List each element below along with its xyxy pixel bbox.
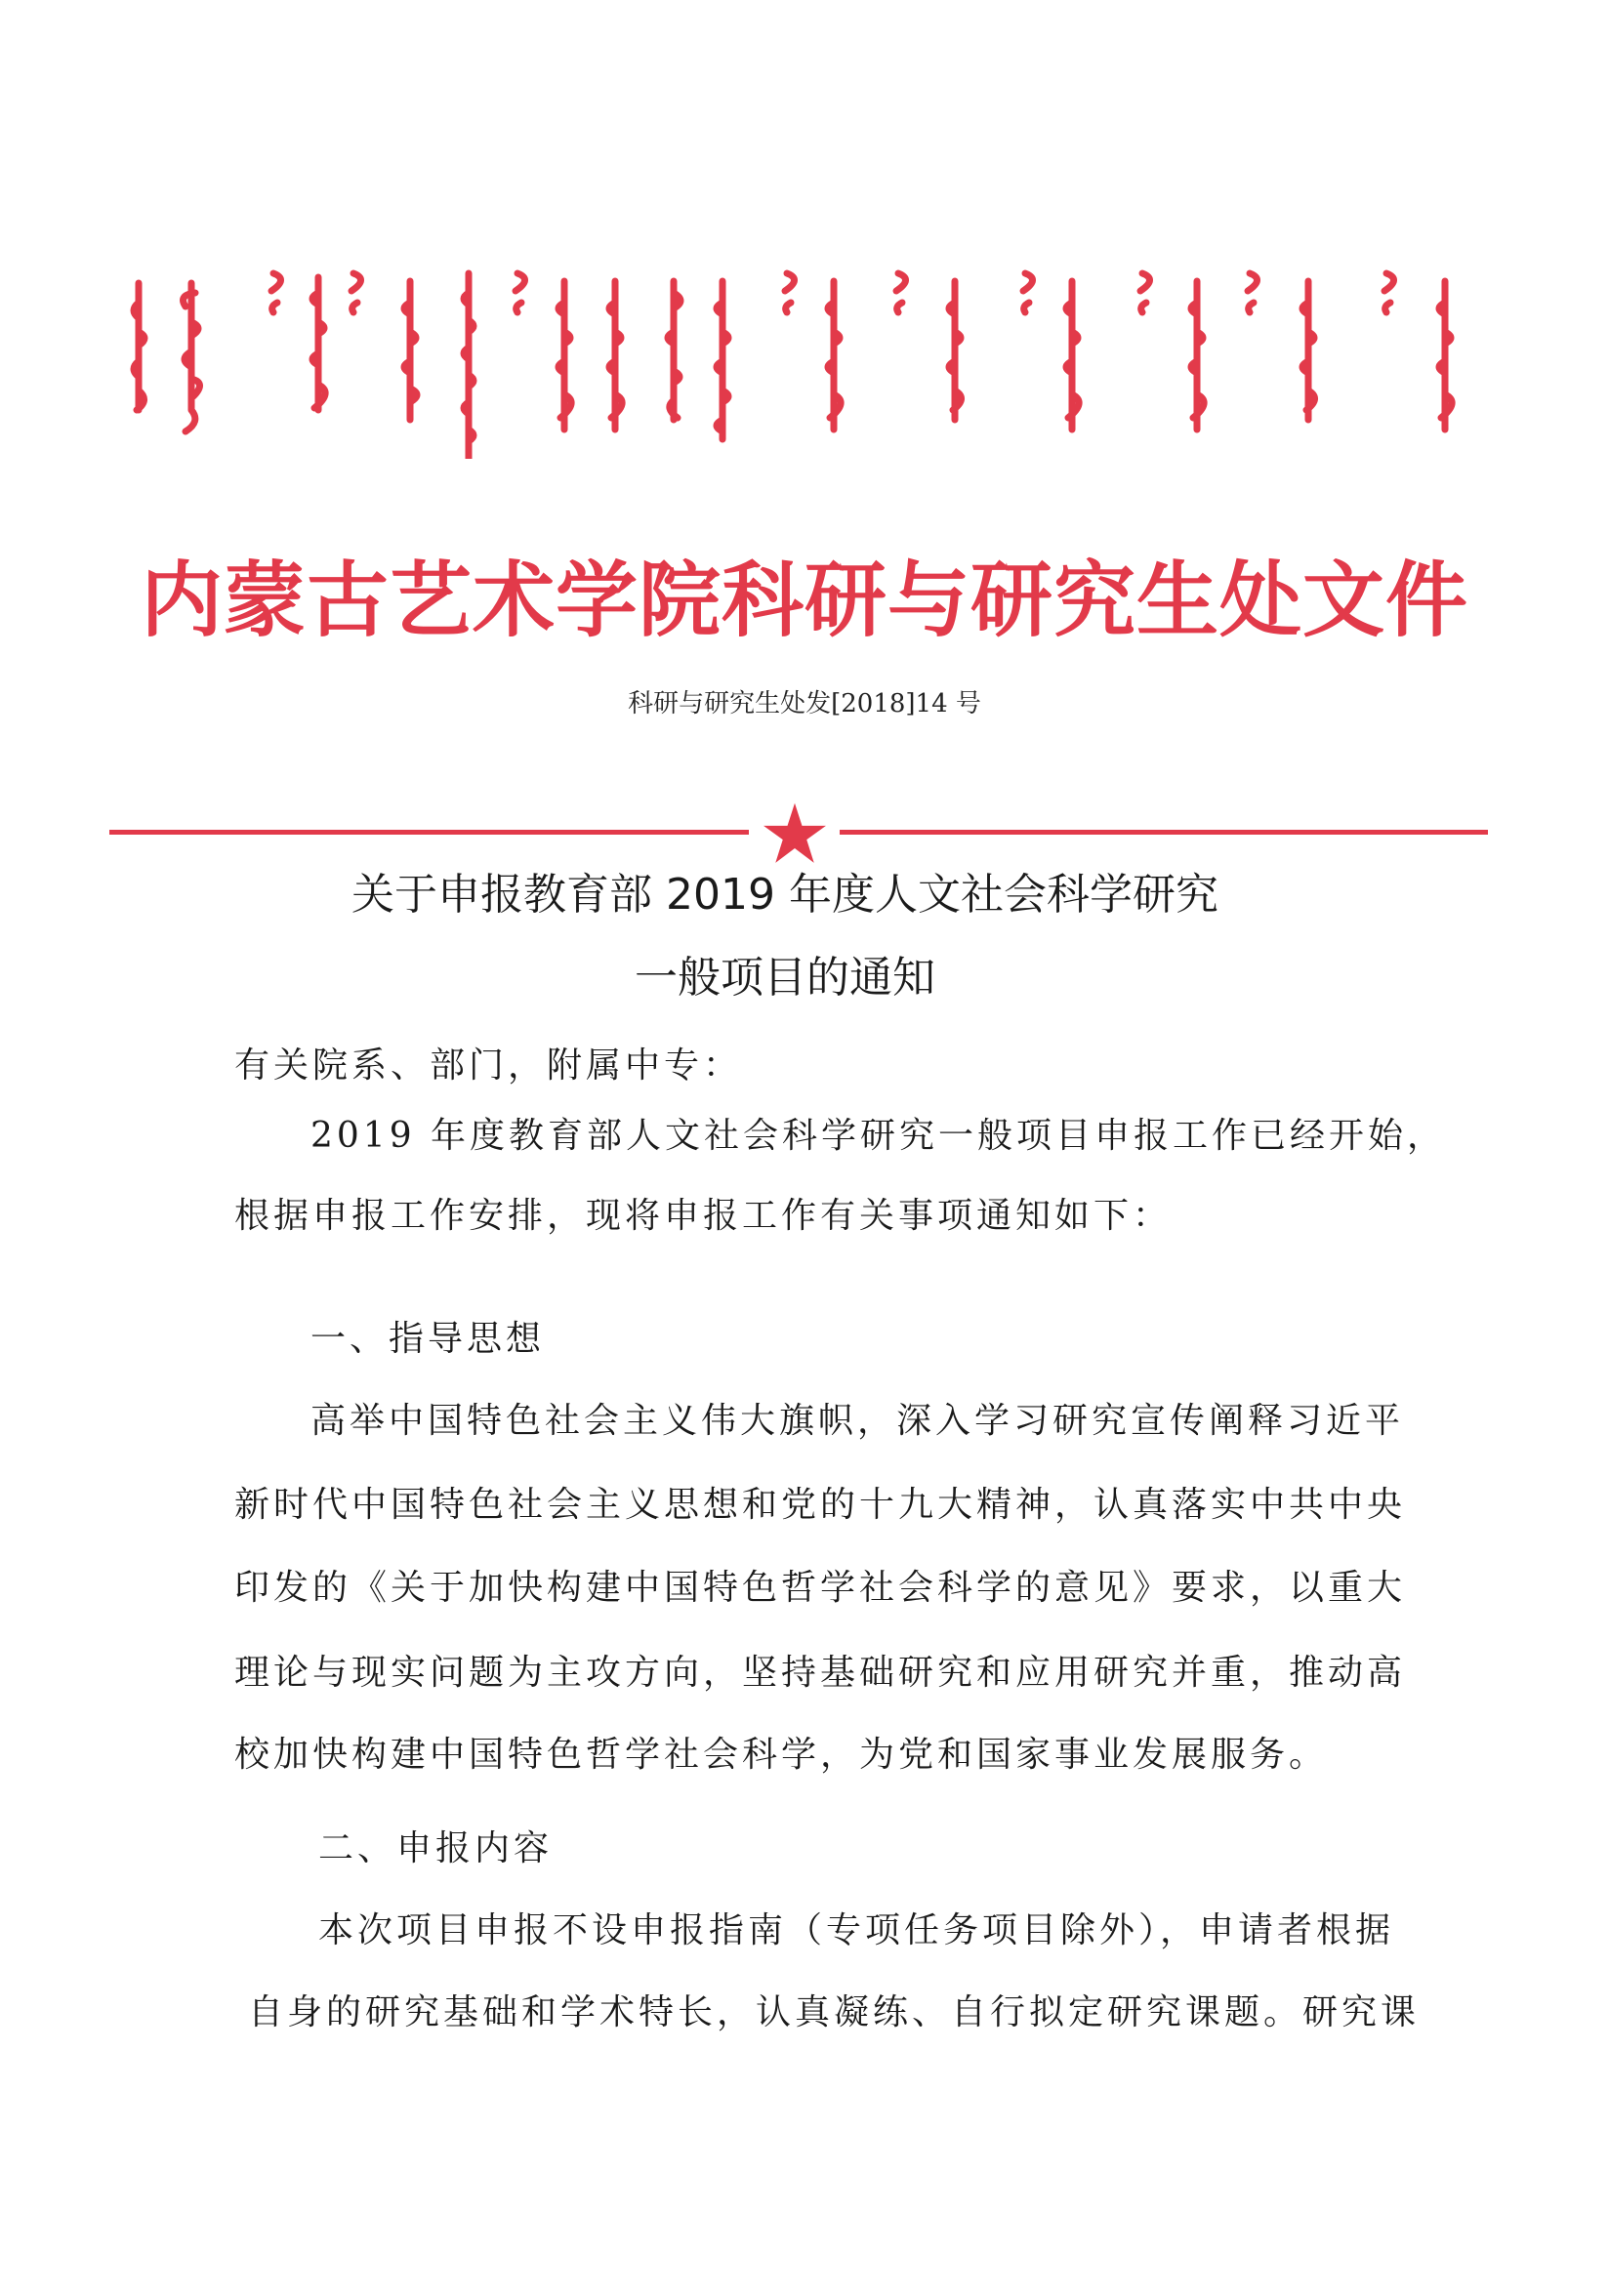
paragraph-line: 校加快构建中国特色哲学社会科学，为党和国家事业发展服务。 — [234, 1735, 1329, 1775]
notice-title-line-2: 一般项目的通知 — [635, 953, 935, 1003]
star-icon — [762, 800, 828, 867]
red-divider-left — [109, 830, 749, 835]
red-divider-right — [840, 830, 1488, 835]
paragraph-line: 新时代中国特色社会主义思想和党的十九大精神，认真落实中共中央 — [234, 1485, 1407, 1525]
section-heading: 一、指导思想 — [310, 1319, 546, 1359]
paragraph-line: 理论与现实问题为主攻方向，坚持基础研究和应用研究并重，推动高 — [234, 1653, 1407, 1693]
paragraph-line: 印发的《关于加快构建中国特色哲学社会科学的意见》要求，以重大 — [234, 1568, 1407, 1608]
document-title: 内蒙古艺术学院科研与研究生处文件 — [140, 553, 1468, 648]
paragraph-line: 高举中国特色社会主义伟大旗帜，深入学习研究宣传阐释习近平 — [310, 1401, 1405, 1441]
document-number: 科研与研究生处发[2018]14 号 — [628, 689, 981, 718]
notice-title-line-1: 关于申报教育部 2019 年度人文社会科学研究 — [351, 870, 1218, 920]
intro-line: 2019 年度教育部人文社会科学研究一般项目申报工作已经开始， — [310, 1116, 1447, 1156]
section-heading: 二、申报内容 — [318, 1828, 554, 1868]
mongolian-script-banner — [127, 264, 1484, 459]
paragraph-line: 本次项目申报不设申报指南（专项任务项目除外），申请者根据 — [318, 1910, 1395, 1950]
intro-line: 根据申报工作安排，现将申报工作有关事项通知如下： — [234, 1196, 1173, 1236]
salutation: 有关院系、部门，附属中专： — [234, 1046, 743, 1086]
paragraph-line: 自身的研究基础和学术特长，认真凝练、自行拟定研究课题。研究课 — [248, 1992, 1421, 2032]
